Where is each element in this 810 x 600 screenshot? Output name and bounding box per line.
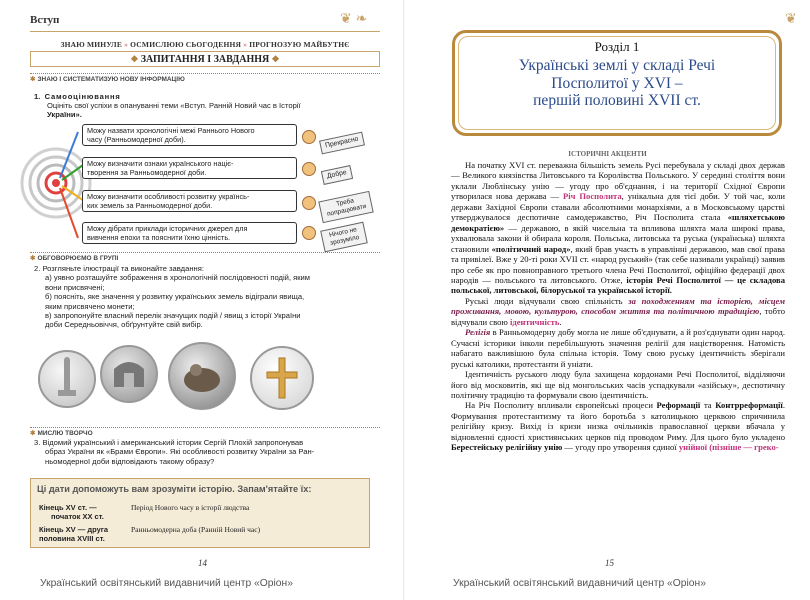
thinking-face-icon [302,196,316,210]
target-icon [18,120,92,246]
accents-heading: ІСТОРИЧНІ АКЦЕНТИ [568,150,647,158]
key-dates-box [30,478,370,548]
self-assessment-row: Можу визначити особливості розвитку українсь- ких земель за Ранньомодерної доби. [82,190,297,212]
tasks-title: ❖ ЗАПИТАННЯ І ЗАВДАННЯ ❖ [30,51,380,67]
page-number: 15 [605,558,614,568]
section-header: ✱ МИСЛЮ ТВОРЧО [30,427,380,437]
smiley-icon [302,130,316,144]
nav-item: ЗНАЮ МИНУЛЕ [60,40,123,49]
nav-item: ОСМИСЛЮЮ СЬОГОДЕННЯ [130,40,242,49]
rating-badge: Треба попрацювати [318,191,373,223]
task3-text: 3. Відомий український і американський історик Сергій Плохій запропонував образ України як «Брами Європи». Які особливості розвитку України за Ран- ньомодерної доби відповідають такому образу? [34,438,315,466]
right-page [405,0,810,600]
self-assessment-row: Можу назвати хронологічні межі Раннього Нового часу (Ранньомодерної доби). [82,124,297,146]
key-dates-title: Ці дати допоможуть вам зрозуміти історію. Запам'ятайте їх: [37,484,312,494]
task1-text: Оцініть свої успіхи в опануванні теми «Вступ. Ранній Новий час в Історії України». [47,101,301,120]
nav-strip: ЗНАЮ МИНУЛЕ » ОСМИСЛЮЮ СЬОГОДЕННЯ » ПРОГНОЗУЮ МАЙБУТНЄ [60,40,350,49]
chapter-label: Розділ 1 [594,39,640,54]
ornament-icon: ❦ [785,10,797,26]
confused-face-icon [302,226,316,240]
chapter-title: Українські землі у складі Речі Посполитої у XVI – першій половині XVII ст. [518,57,716,109]
rating-badge: Добре [321,165,353,185]
coin-battle-image [168,342,236,410]
page-header [30,10,380,32]
section-title: Вступ [30,14,60,26]
rating-badge: Нічого не зрозуміло [320,222,368,253]
publisher-footer: Український освітянський видавничий центр «Оріон» [40,578,293,589]
ornament-icon: ❦ ❧ [340,10,368,26]
date-row: Кінець XV — друга половина XVIII ст. Ранньомодерна доба (Ранній Новий час) [39,525,261,543]
self-assessment-row: Можу дібрати приклади історичних джерел для вивчення епохи та пояснити їхню цінність. [82,222,297,244]
section-header: ✱ ЗНАЮ І СИСТЕМАТИЗУЮ НОВУ ІНФОРМАЦІЮ [30,73,380,83]
coin-monument-image [38,350,96,408]
page-number: 14 [198,558,207,568]
date-row: Кінець XV ст. — початок XX ст. Період Нового часу в історії людства [39,503,250,521]
chapter-title-frame [452,30,782,136]
task2-text: 2. Розгляньте ілюстрації та виконайте завдання: а) уявно розташуйте зображення в хронологічній послідовності подій, яким вони присвячені; б) поясніть, яке значення у розвитку українських земель відіграли явища, яким присвячено монети; в) запропонуйте власний перелік значущих подій / явищ з історії України доби Середньовіччя, обґрунтуйте свій вибір. [34,264,310,330]
rating-badge: Прекрасно [319,132,365,155]
section-header: ✱ ОБГОВОРЮЄМО В ГРУПІ [30,252,380,262]
coin-arch-image [100,345,158,403]
body-text: На початку XVI ст. переважна більшість земель Русі перебувала у складі двох держав — Великого князівства Литовського та Королівства Польського. У середині століття вони уклали Люблінську унію — угоду про об'єднання, і на території Східної Європи утворилася нова держава — Річ Посполита, унікальна для тієї доби. У той час, коли держави Західної Європи ставали абсолютними монархіями, а в Московському царстві утверджувалося деспотичне самодержавство, Річ Посполита стала «шляхетською демократією» — державою, в якій чисельна та впливова шляхта мала широкі права, ухвалювала закони й обирала короля. Польська, литовська та руська (українська) шляхта становили «політичний народ», який брав участь в управлінні державою, мав свої права та привілеї. Вже у 20-ті роки XVII ст. «народ руський» (так себе називали українці) заявив про себе як про повноправного третього члена Речі Посполитої, офіційно федерації двох народів — польського та литовського. Отже, історія Речі Посполитої — це складова польської, литовської, білоруської та української історії. Руські люди відчували свою спільність за походженням та історією, місцем проживання, мовою, культурою, способом життя та політичною традицією, тобто відчували свою ідентичність. Релігія в Ранньомодерну добу могла не лише об'єднувати, а й роз'єднувати один народ. Сучасні історики інколи перебільшують значення релігії для націєтворення. Натомість набагато важливішою була спільна історія. Тому свою руську ідентичність зберігали руські католики, протестанти й уніати. Ідентичність руського люду була захищена кордонами Речі Посполитої, відділяючи його від московитів, які ще від монгольських часів успадкували «азійську», деспотичну політичну традицію та формували свою ідентичність. На Річ Посполиту впливали європейські процеси Реформації та Контрреформації. Формування протестантизму та його боротьба з католицькою церквою спричинила релігійну кризу. Вихід із кризи низка очільників православної церкви вбачала у відновленні єдності християнських церков під проводом Риму. Для цього було укладено Берестейську релігійну унію — угоду про утворення єдиної унійної (пізніше — греко- [451,160,786,453]
task1-heading: 1. Самооцінювання [34,92,121,101]
coin-cross-image [250,346,314,410]
smiley-icon [302,162,316,176]
publisher-footer: Український освітянський видавничий центр «Оріон» [453,578,706,589]
self-assessment-row: Можу визначити ознаки українського націє- творення за Ранньомодерної доби. [82,157,297,179]
nav-item: ПРОГНОЗУЮ МАЙБУТНЄ [249,40,350,49]
